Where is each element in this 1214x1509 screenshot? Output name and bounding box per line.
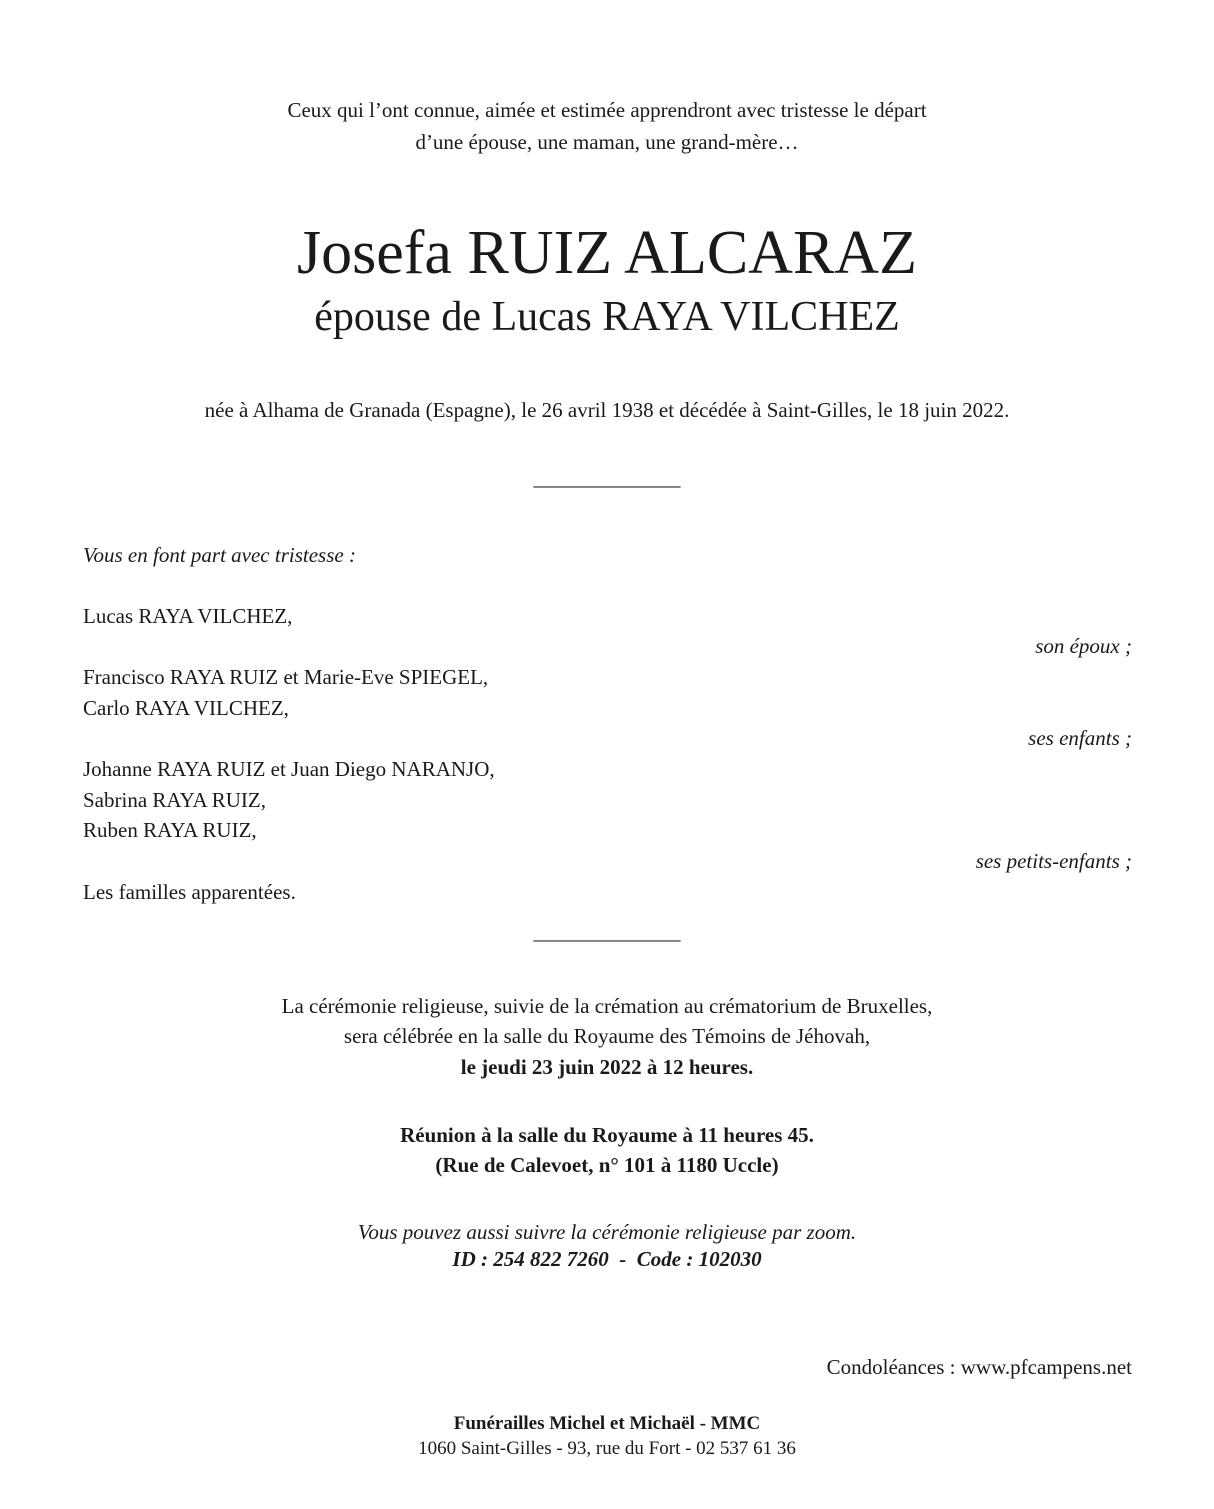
grandchild-3: Ruben RAYA RUIZ, <box>83 818 257 842</box>
relatives-line: Les familles apparentées. <box>83 880 296 904</box>
family-heading: Vous en font part avec tristesse : <box>83 543 356 567</box>
spouse-role: son époux ; <box>1035 634 1132 658</box>
zoom-ids: ID : 254 822 7260 - Code : 102030 <box>452 1247 762 1271</box>
ceremony-line-2: sera célébrée en la salle du Royaume des Témoins de Jéhovah, <box>343 1024 871 1048</box>
grandchild-2: Sabrina RAYA RUIZ, <box>83 788 266 812</box>
meeting-line: Réunion à la salle du Royaume à 11 heures 45. <box>400 1123 814 1147</box>
separator-top: ______________ <box>533 466 681 490</box>
grandchild-1: Johanne RAYA RUIZ et Juan Diego NARANJO, <box>83 757 495 781</box>
spouse-line: épouse de Lucas RAYA VILCHEZ <box>314 294 900 340</box>
zoom-line: Vous pouvez aussi suivre la cérémonie religieuse par zoom. <box>357 1220 857 1244</box>
ceremony-date: le jeudi 23 juin 2022 à 12 heures. <box>460 1055 754 1079</box>
children-role: ses enfants ; <box>1028 726 1132 750</box>
grandchildren-role: ses petits-enfants ; <box>975 849 1132 873</box>
separator-bottom: ______________ <box>533 920 681 944</box>
meeting-address: (Rue de Calevoet, n° 101 à 1180 Uccle) <box>435 1153 779 1177</box>
ceremony-line-1: La cérémonie religieuse, suivie de la crémation au crématorium de Bruxelles, <box>281 994 933 1018</box>
funeral-home-name: Funérailles Michel et Michaël - MMC <box>453 1413 761 1434</box>
funeral-home-address: 1060 Saint-Gilles - 93, rue du Fort - 02 537 61 36 <box>418 1438 796 1459</box>
child-2: Carlo RAYA VILCHEZ, <box>83 696 289 720</box>
intro-line-2: d’une épouse, une maman, une grand-mère… <box>415 130 799 154</box>
deceased-name: Josefa RUIZ ALCARAZ <box>297 219 917 287</box>
condolences-line: Condoléances : www.pfcampens.net <box>826 1355 1132 1379</box>
spouse-name: Lucas RAYA VILCHEZ, <box>83 604 293 628</box>
intro-line-1: Ceux qui l’ont connue, aimée et estimée apprendront avec tristesse le départ <box>287 98 927 122</box>
child-1: Francisco RAYA RUIZ et Marie-Eve SPIEGEL, <box>83 665 489 689</box>
birth-death-line: née à Alhama de Granada (Espagne), le 26 avril 1938 et décédée à Saint-Gilles, le 18 juin 2022. <box>204 398 1010 422</box>
